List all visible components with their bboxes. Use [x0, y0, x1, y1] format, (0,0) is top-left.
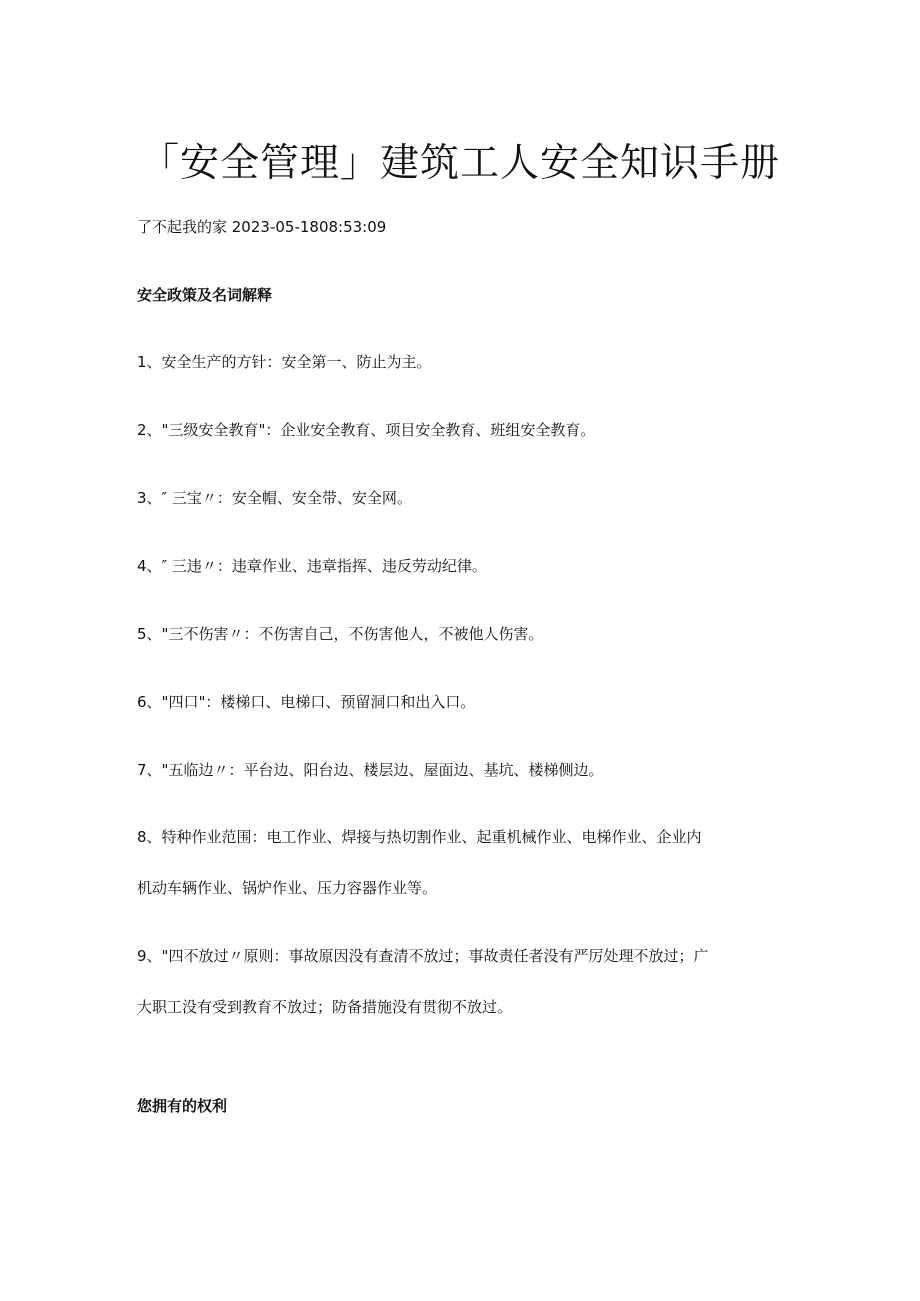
list-item-6: 6、"四口"：楼梯口、电梯口、预留洞口和出入口。 [137, 693, 476, 711]
list-item-1: 1、安全生产的方针：安全第一、防止为主。 [137, 353, 432, 371]
list-item-8-line-2: 机动车辆作业、锅炉作业、压力容器作业等。 [137, 879, 438, 897]
section-heading-rights: 您拥有的权利 [137, 1097, 228, 1115]
list-item-9-line-1: 9、"四不放过〃原则：事故原因没有查清不放过；事故责任者没有严厉处理不放过；广 [137, 947, 709, 965]
list-item-8-line-1: 8、特种作业范围：电工作业、焊接与热切割作业、起重机械作业、电梯作业、企业内 [137, 828, 702, 846]
page-title: 「安全管理」建筑工人安全知识手册 [139, 141, 780, 186]
list-item-9-line-2: 大职工没有受到教育不放过；防备措施没有贯彻不放过。 [137, 998, 513, 1016]
list-item-3: 3、″ 三宝〃：安全帽、安全带、安全网。 [137, 489, 412, 507]
section-heading-policy: 安全政策及名词解释 [137, 286, 273, 304]
list-item-4: 4、″ 三违〃：违章作业、违章指挥、违反劳动纪律。 [137, 557, 487, 575]
author-date-line: 了不起我的家 2023-05-1808:53:09 [137, 218, 387, 236]
list-item-2: 2、"三级安全教育"：企业安全教育、项目安全教育、班组安全教育。 [137, 421, 596, 439]
list-item-7: 7、"五临边〃：平台边、阳台边、楼层边、屋面边、基坑、楼梯侧边。 [137, 761, 604, 779]
list-item-5: 5、"三不伤害〃：不伤害自己，不伤害他人，不被他人伤害。 [137, 625, 544, 643]
